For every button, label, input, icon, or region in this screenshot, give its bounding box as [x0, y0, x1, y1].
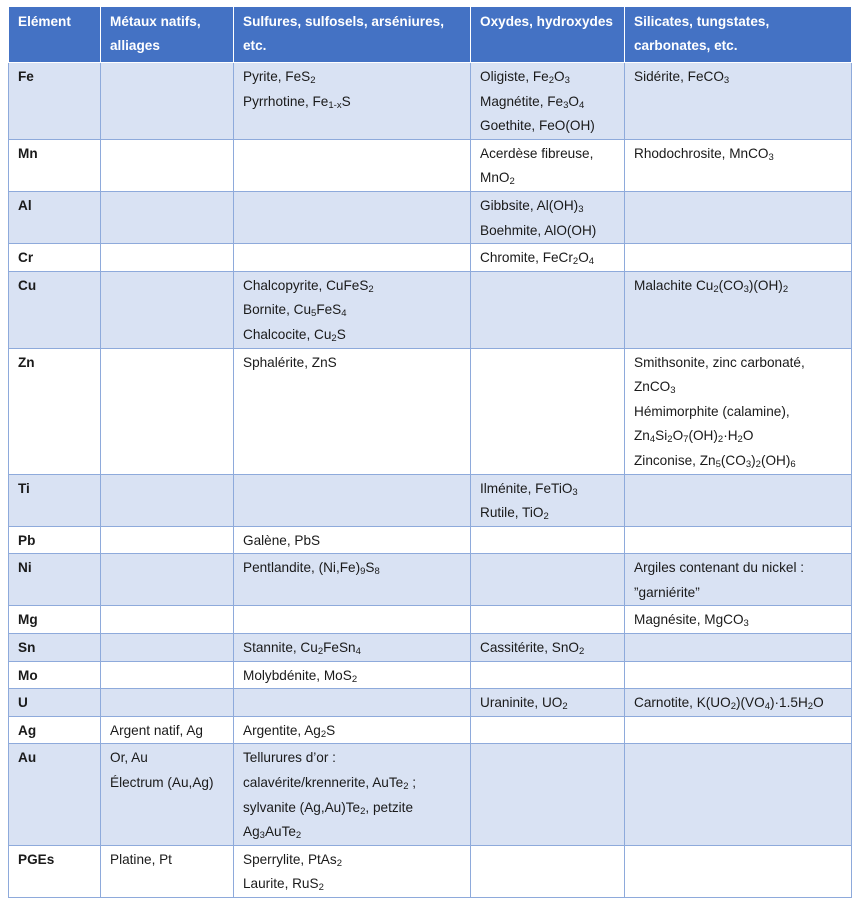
table-row — [9, 63, 852, 140]
oxides-cell: Acerdèse fibreuse, MnO$_2$ — [471, 139, 625, 191]
silicates-cell — [625, 634, 852, 662]
element-cell: Pb — [9, 526, 101, 554]
sulfides-cell: Molybdénite, MoS$_2$ — [234, 661, 471, 689]
sulfides-cell — [234, 474, 471, 526]
element-cell: Cu — [9, 271, 101, 348]
element-cell: Ni — [9, 554, 101, 606]
header-sulfides: Sulfures, sulfosels, arséniures, etc. — [234, 7, 471, 63]
table-row — [9, 244, 852, 272]
silicates-cell: Argiles contenant du nickel : ”garniérite” — [625, 554, 852, 606]
native-metals-cell — [101, 348, 234, 474]
header-element: Elément — [9, 7, 101, 63]
native-metals-cell — [101, 554, 234, 606]
sulfides-cell: Chalcopyrite, CuFeS$_2$ Bornite, $Cu_5FeS_4$ Chalcocite, $Cu_2S$ — [234, 271, 471, 348]
oxides-cell — [471, 348, 625, 474]
header-silicates: Silicates, tungstates, carbonates, etc. — [625, 7, 852, 63]
table-row — [9, 634, 852, 662]
silicates-cell — [625, 716, 852, 744]
silicates-cell — [625, 474, 852, 526]
oxides-cell: Oligiste, $Fe_2O_3$ Magnétite, $Fe_3O_4$ Goethite, FeO(OH) — [471, 63, 625, 140]
element-cell: Ti — [9, 474, 101, 526]
oxides-cell — [471, 845, 625, 897]
oxides-cell: Uraninite, $UO_2$ — [471, 689, 625, 717]
element-cell: Cr — [9, 244, 101, 272]
sulfides-cell: Argentite, $Ag_2S$ — [234, 716, 471, 744]
silicates-cell — [625, 845, 852, 897]
native-metals-cell — [101, 661, 234, 689]
silicates-cell — [625, 661, 852, 689]
native-metals-cell — [101, 474, 234, 526]
oxides-cell — [471, 271, 625, 348]
oxides-cell — [471, 744, 625, 845]
oxides-cell — [471, 526, 625, 554]
sulfides-cell: Stannite, $Cu_2FeSn_4$ — [234, 634, 471, 662]
element-cell: Mg — [9, 606, 101, 634]
table-row — [9, 191, 852, 243]
header-native-metals: Métaux natifs, alliages — [101, 7, 234, 63]
native-metals-cell: Argent natif, Ag — [101, 716, 234, 744]
table-row — [9, 474, 852, 526]
oxides-cell: Gibbsite, $Al(OH)_3$ Boehmite, AlO(OH) — [471, 191, 625, 243]
sulfides-cell: Sphalérite, ZnS — [234, 348, 471, 474]
header-row — [9, 7, 852, 63]
table-row — [9, 271, 852, 348]
table-row — [9, 661, 852, 689]
silicates-cell: Magnésite, MgCO$_3$ — [625, 606, 852, 634]
sulfides-cell: Pentlandite, $(Ni,Fe)_9S_8$ — [234, 554, 471, 606]
oxides-cell — [471, 606, 625, 634]
silicates-cell — [625, 191, 852, 243]
oxides-cell: Cassitérite, SnO$_2$ — [471, 634, 625, 662]
oxides-cell — [471, 716, 625, 744]
element-cell: Zn — [9, 348, 101, 474]
table-row — [9, 526, 852, 554]
sulfides-cell — [234, 191, 471, 243]
table-row — [9, 139, 852, 191]
oxides-cell: Chromite, $FeCr_2O_4$ — [471, 244, 625, 272]
table-row — [9, 348, 852, 474]
oxides-cell — [471, 661, 625, 689]
silicates-cell: Rhodochrosite, MnCO$_3$ — [625, 139, 852, 191]
sulfides-cell — [234, 244, 471, 272]
native-metals-cell — [101, 634, 234, 662]
element-cell: Al — [9, 191, 101, 243]
silicates-cell — [625, 744, 852, 845]
table-row — [9, 744, 852, 845]
silicates-cell: Malachite $Cu_2(CO_3)(OH)_2$ — [625, 271, 852, 348]
oxides-cell — [471, 554, 625, 606]
element-cell: PGEs — [9, 845, 101, 897]
sulfides-cell: Tellurures d’or : calavérite/krennerite, AuTe$_2$ ; sylvanite $(Ag,Au)Te_2$, petzite $Ag_3AuTe_2$ — [234, 744, 471, 845]
native-metals-cell — [101, 139, 234, 191]
sulfides-cell: Pyrite, FeS$_2$ Pyrrhotine, $Fe_{1-x}S$ — [234, 63, 471, 140]
sulfides-cell — [234, 606, 471, 634]
silicates-cell — [625, 526, 852, 554]
silicates-cell: Sidérite, FeCO$_3$ — [625, 63, 852, 140]
table-row — [9, 606, 852, 634]
silicates-cell: Smithsonite, zinc carbonaté, ZnCO$_3$ Hémimorphite (calamine), $Zn_4Si_2O_7(OH)_2\cdot H_2O$ Zinconise, $Zn_5(CO_3)_2(OH)_6$ — [625, 348, 852, 474]
native-metals-cell: Platine, Pt — [101, 845, 234, 897]
table-row — [9, 554, 852, 606]
element-cell: Mn — [9, 139, 101, 191]
oxides-cell: Ilménite, FeTiO$_3$ Rutile, TiO$_2$ — [471, 474, 625, 526]
silicates-cell: Carnotite, $K(UO_2)(VO_4)\cdot 1.5H_2O$ — [625, 689, 852, 717]
sulfides-cell — [234, 139, 471, 191]
sulfides-cell: Sperrylite, PtAs$_2$ Laurite, RuS$_2$ — [234, 845, 471, 897]
native-metals-cell — [101, 526, 234, 554]
native-metals-cell: Or, Au Électrum (Au,Ag) — [101, 744, 234, 845]
element-cell: Au — [9, 744, 101, 845]
element-cell: Mo — [9, 661, 101, 689]
element-cell: Ag — [9, 716, 101, 744]
element-cell: Fe — [9, 63, 101, 140]
table-row — [9, 689, 852, 717]
native-metals-cell — [101, 191, 234, 243]
native-metals-cell — [101, 271, 234, 348]
native-metals-cell — [101, 689, 234, 717]
table-row — [9, 716, 852, 744]
header-oxides: Oxydes, hydroxydes — [471, 7, 625, 63]
table-row — [9, 845, 852, 897]
silicates-cell — [625, 244, 852, 272]
minerals-table — [8, 6, 852, 898]
native-metals-cell — [101, 63, 234, 140]
sulfides-cell: Galène, PbS — [234, 526, 471, 554]
sulfides-cell — [234, 689, 471, 717]
native-metals-cell — [101, 606, 234, 634]
native-metals-cell — [101, 244, 234, 272]
element-cell: U — [9, 689, 101, 717]
element-cell: Sn — [9, 634, 101, 662]
